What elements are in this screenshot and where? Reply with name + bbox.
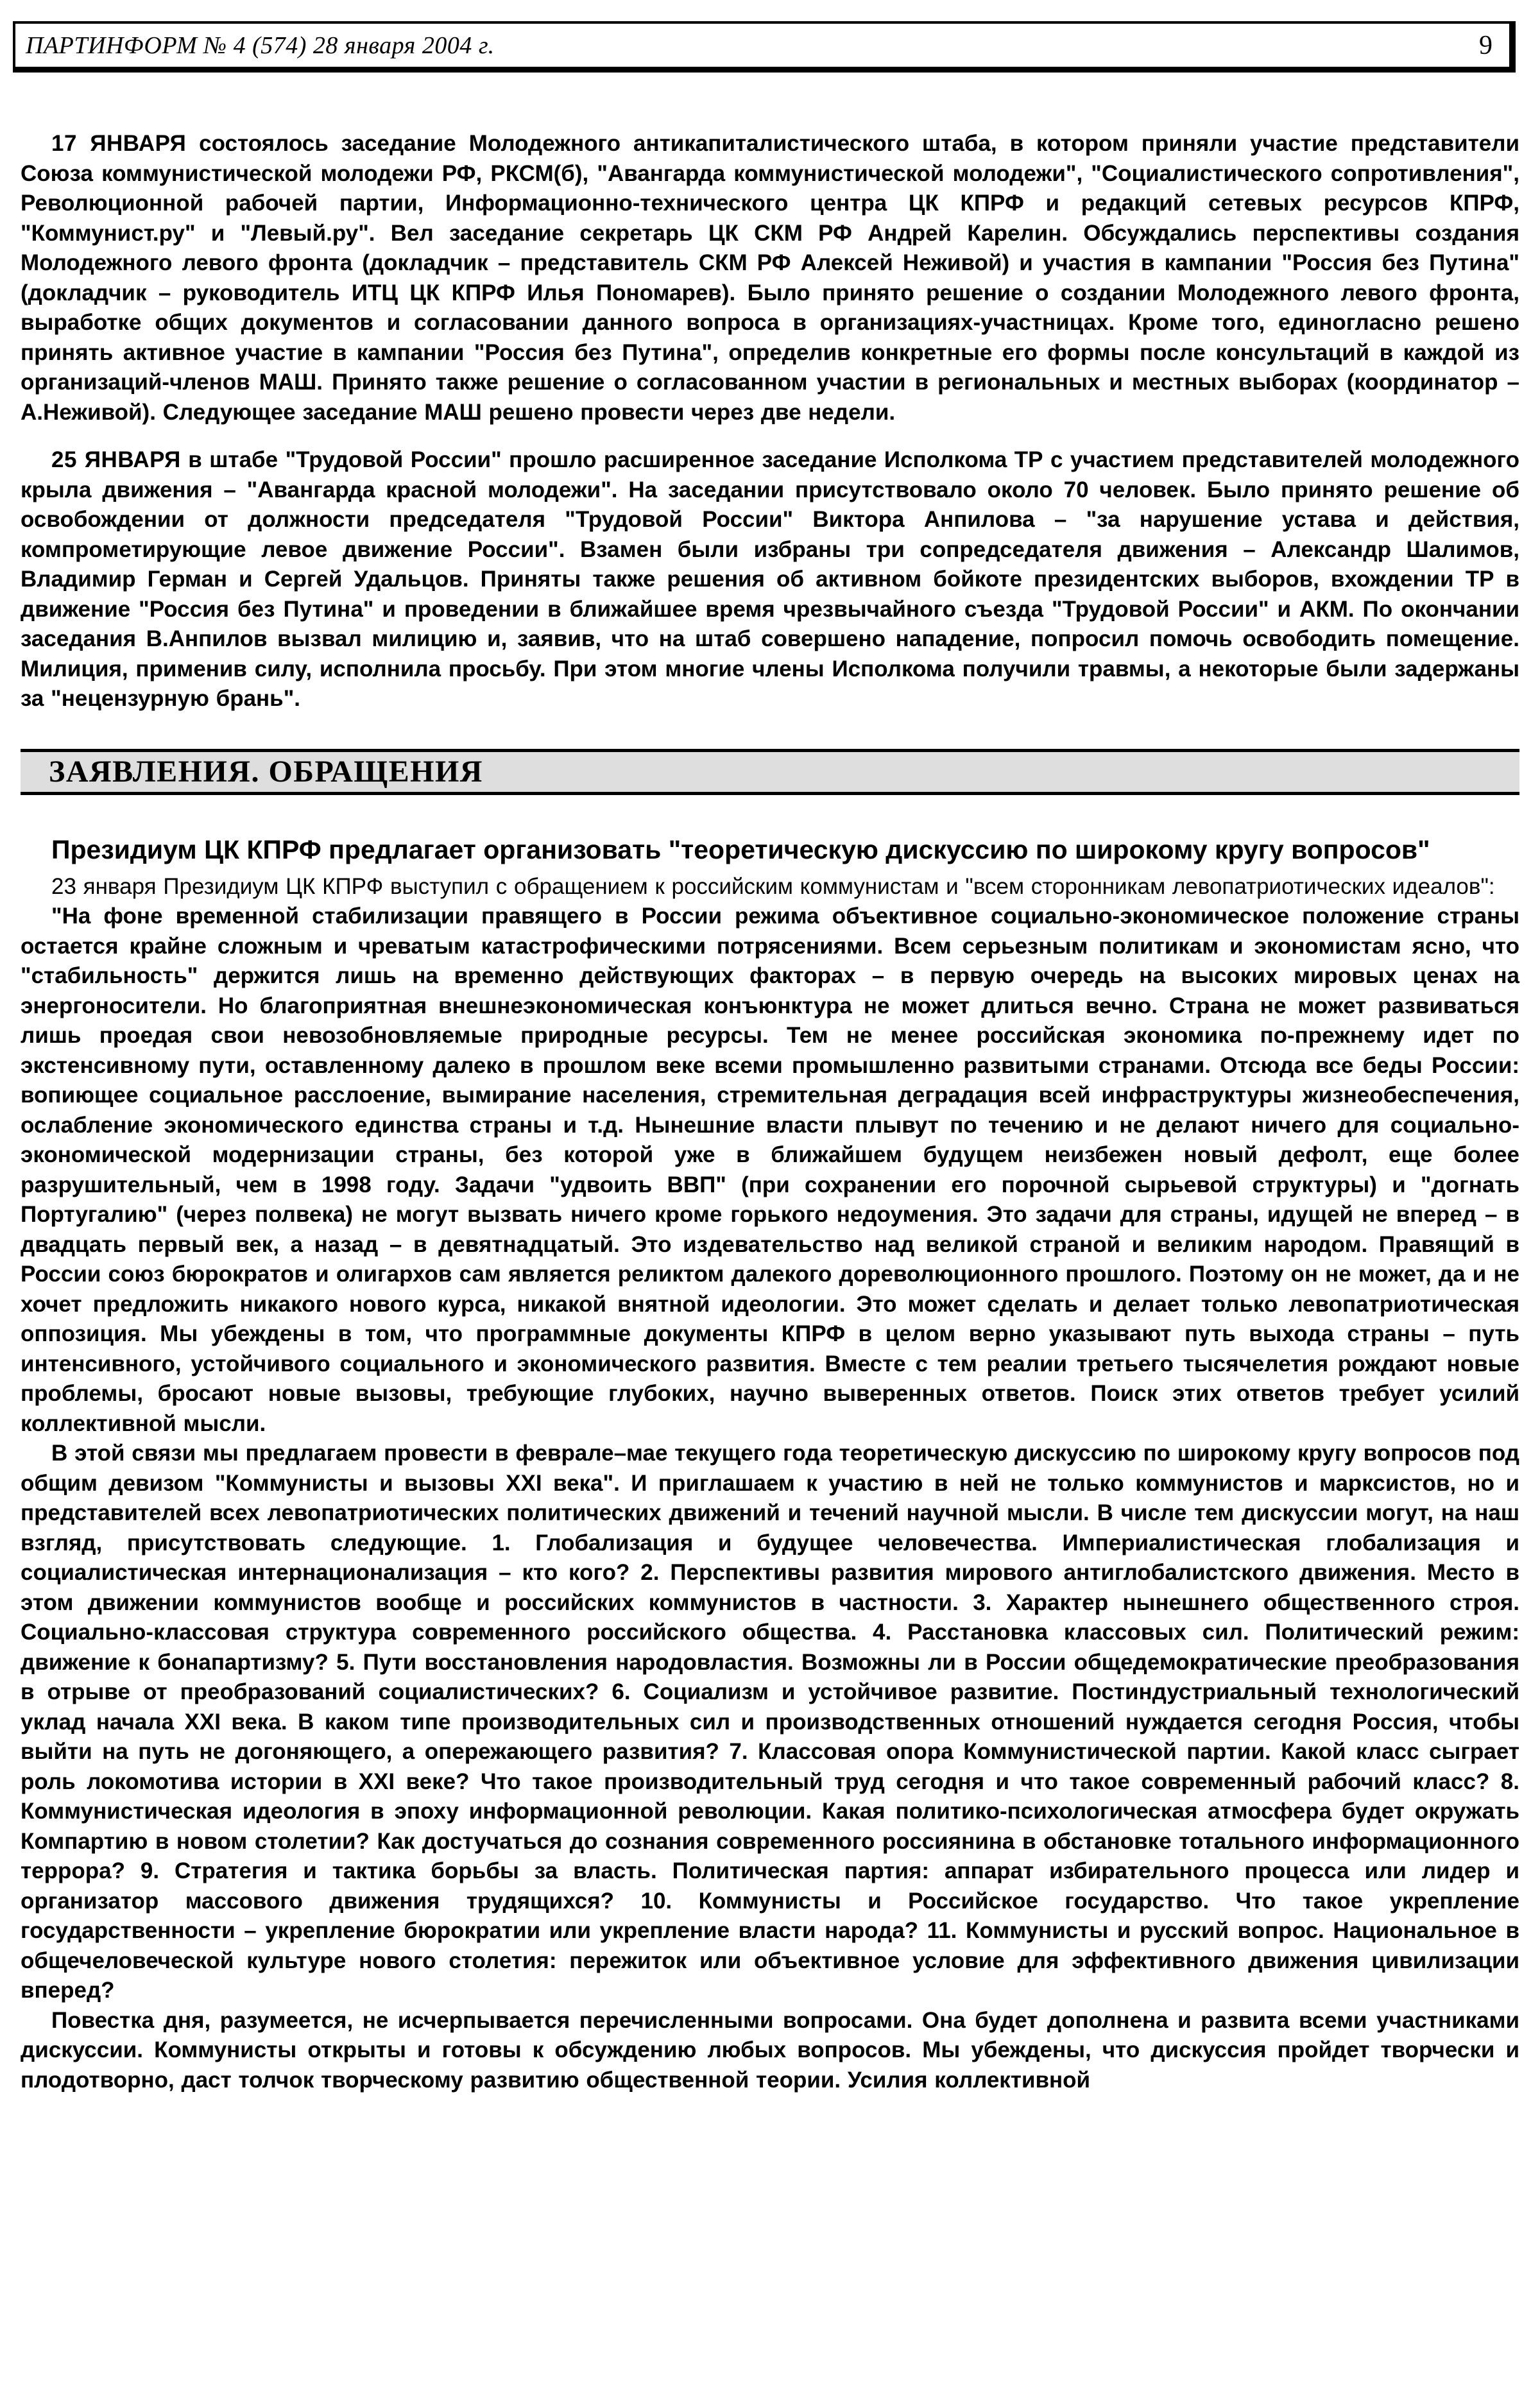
- article-paragraph: Повестка дня, разумеется, не исчерпывается перечисленными вопросами. Она будет дополнена и развита всеми участниками дискуссии. Коммунисты открыты и готовы к обсуждению любых вопросов. Мы убеждены, что дискуссия пройдет творчески и плодотворно, даст толчок творческому развитию общественной теории. Усилия коллективной: [21, 2007, 1519, 2093]
- news-paragraph: [21, 445, 1519, 714]
- article-paragraph: "На фоне временной стабилизации правящего в России режима объективное социально-экономическое положение страны остается крайне сложным и чреватым катастрофическими потрясениями. Всем серьезным политикам и экономистам ясно, что "стабильность" держится лишь на временно действующих факторах – в первую очередь на высоких мировых ценах на энергоносители. Но благоприятная внешнеэкономическая конъюнктура не может длиться вечно. Страна не может развиваться лишь проедая свои невозобновляемые природные ресурсы. Тем не менее российская экономика по-прежнему идет по экстенсивному пути, оставленному далеко в прошлом веке всеми промышленно развитыми странами. Отсюда все беды России: вопиющее социальное расслоение, вымирание населения, стремительная деградация всей инфраструктуры жизнеобеспечения, ослабление экономического единства страны и т.д. Нынешние власти плывут по течению и не делают ничего для социально-экономической модернизации страны, без которой уже в ближайшем будущем неизбежен новый дефолт, еще более разрушительный, чем в 1998 году. Задачи "удвоить ВВП" (при сохранении его порочной сырьевой структуры) и "догнать Португалию" (через полвека) не могут вызвать ничего кроме горького недоумения. Это задачи для страны, идущей не вперед – в двадцать первый век, а назад – в девятнадцатый. Это издевательство над великой страной и великим народом. Правящий в России союз бюрократов и олигархов сам является реликтом далекого дореволюционного прошлого. Поэтому он не может, да и не хочет предложить никакого нового курса, никакой внятной идеологии. Это может сделать и делает только левопатриотическая оппозиция. Мы убеждены в том, что программные документы КПРФ в целом верно указывают путь выхода страны – путь интенсивного, устойчивого социального и экономического развития. Вместе с тем реалии третьего тысячелетия рождают новые проблемы, бросают новые вызовы, требующие глубоких, научно выверенных ответов. Поиск этих ответов требует усилий коллективной мысли.: [21, 904, 1519, 1436]
- content-column: [21, 129, 1519, 2095]
- masthead: [13, 21, 1516, 73]
- article-paragraph: В этой связи мы предлагаем провести в феврале–мае текущего года теоретическую дискуссию по широкому кругу вопросов под общим девизом "Коммунисты и вызовы XXI века". И приглашаем к участию в ней не только коммунистов и марксистов, но и представителей всех левопатриотических политических движений и течений научной мысли. В числе тем дискуссии могут, на наш взгляд, присутствовать следующие. 1. Глобализация и будущее человечества. Империалистическая глобализация и социалистическая интернационализация – кто кого? 2. Перспективы развития мирового антиглобалистского движения. Место в этом движении коммунистов вообще и российских коммунистов в частности. 3. Характер нынешнего общественного строя. Социально-классовая структура современного российского общества. 4. Расстановка классовых сил. Политический режим: движение к бонапартизму? 5. Пути восстановления народовластия. Возможны ли в России общедемократические преобразования в отрыве от преобразований социалистических? 6. Социализм и устойчивое развитие. Постиндустриальный технологический уклад начала XXI века. В каком типе производительных сил и производственных отношений нуждается сегодня Россия, чтобы выйти на путь не догоняющего, а опережающего развития? 7. Классовая опора Коммунистической партии. Какой класс сыграет роль локомотива истории в XXI веке? Что такое производительный труд сегодня и что такое современный рабочий класс? 8. Коммунистическая идеология в эпоху информационной революции. Какая политико-психологическая атмосфера будет окружать Компартию в новом столетии? Как достучаться до сознания современного россиянина в обстановке тотального информационного террора? 9. Стратегия и тактика борьбы за власть. Политическая партия: аппарат избирательного процесса или лидер и организатор массового движения трудящихся? 10. Коммунисты и Российское государство. Что такое укрепление государственности – укрепление бюрократии или укрепление власти народа? 11. Коммунисты и русский вопрос. Национальное в общечеловеческой культуре нового столетия: пережиток или объективное условие для эффективного движения цивилизации вперед?: [21, 1441, 1519, 2003]
- section-heading: ЗАЯВЛЕНИЯ. ОБРАЩЕНИЯ: [49, 755, 483, 789]
- news-text: состоялось заседание Молодежного антикапиталистического штаба, в котором приняли участие представители Союза коммунистической молодежи РФ, РКСМ(б), "Авангарда коммунистической молодежи", "Социалистического сопротивления", Революционной рабочей партии, Информационно-технического центра ЦК КПРФ и редакций сетевых ресурсов КПРФ, "Коммунист.ру" и "Левый.ру". Вел заседание секретарь ЦК СКМ РФ Андрей Карелин. Обсуждались перспективы создания Молодежного левого фронта (докладчик – представитель СКМ РФ Алексей Неживой) и участия в кампании "Россия без Путина" (докладчик – руководитель ИТЦ ЦК КПРФ Илья Пономарев). Было принято решение о создании Молодежного левого фронта, выработке общих документов и согласовании данного вопроса в организациях-участницах. Кроме того, единогласно решено принять активное участие в кампании "Россия без Путина", определив конкретные его формы после консультаций в каждой из организаций-членов МАШ. Принято также решение о согласованном участии в региональных и местных выборах (координатор – А.Неживой). Следующее заседание МАШ решено провести через две недели.: [21, 131, 1519, 425]
- news-date: 17 ЯНВАРЯ: [51, 131, 187, 156]
- page-number: 9: [1479, 30, 1493, 60]
- news-date: 25 ЯНВАРЯ: [51, 447, 181, 472]
- section-heading-bar: [21, 749, 1519, 795]
- article-lead: 23 января Президиум ЦК КПРФ выступил с обращением к российским коммунистам и "всем сторонникам левопатриотических идеалов":: [51, 873, 1495, 899]
- article-title: Президиум ЦК КПРФ предлагает организовать "теоретическую дискуссию по широкому кругу вопросов": [51, 834, 1430, 864]
- news-paragraph: [21, 129, 1519, 427]
- news-text: в штабе "Трудовой России" прошло расширенное заседание Исполкома ТР с участием представителей молодежного крыла движения – "Авангарда красной молодежи". На заседании присутствовало около 70 человек. Было принято решение об освобождении от должности председателя "Трудовой России" Виктора Анпилова – "за нарушение устава и действия, компрометирующие левое движение России". Взамен были избраны три сопредседателя движения – Александр Шалимов, Владимир Герман и Сергей Удальцов. Приняты также решения об активном бойкоте президентских выборов, вхождении ТР в движение "Россия без Путина" и проведении в ближайшее время чрезвычайного съезда "Трудовой России" и АКМ. По окончании заседания В.Анпилов вызвал милицию и, заявив, что на штаб совершено нападение, попросил помочь освободить помещение. Милиция, применив силу, исполнила просьбу. При этом многие члены Исполкома получили травмы, а некоторые были задержаны за "нецензурную брань".: [21, 447, 1519, 711]
- masthead-title: ПАРТИНФОРМ № 4 (574) 28 января 2004 г.: [26, 31, 495, 59]
